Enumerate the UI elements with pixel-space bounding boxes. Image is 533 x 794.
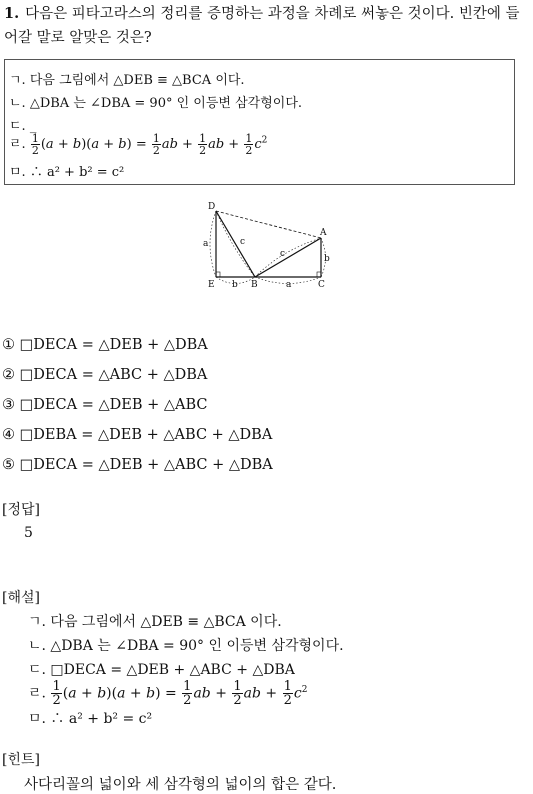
- label-side-c-left: c: [240, 237, 246, 247]
- explanation-label: [해설]: [2, 590, 40, 606]
- label-d: D: [208, 202, 216, 212]
- explanation-step-1: ㄱ. 다음 그림에서 △DEB ≡ △BCA 이다.: [28, 614, 282, 630]
- question-number: 1.: [4, 5, 20, 22]
- choice-3[interactable]: ③ □DECA = △DEB + △ABC: [2, 397, 208, 413]
- fraction-half: $\frac{1}{2}$: [152, 132, 160, 157]
- label-b: B: [251, 280, 258, 290]
- box-step-3: ㄷ. _: [9, 119, 37, 134]
- label-c: C: [318, 280, 325, 290]
- answer-label: [정답]: [2, 502, 40, 518]
- box-step-1: ㄱ. 다음 그림에서 △DEB ≡ △BCA 이다.: [9, 73, 245, 88]
- label-side-b-right: b: [324, 254, 330, 264]
- hint-label: [힌트]: [2, 752, 40, 768]
- answer-value: 5: [24, 525, 33, 541]
- box-step-4: ㄹ. $\frac{1}{2}$ (a + b)(a + b) = $\frac{1}{2}$ ab + $\frac{1}{2}$ ab + $\frac{1}{2}$ $c^2$: [9, 132, 268, 157]
- hint-text: 사다리꼴의 넓이와 세 삼각형의 넓이의 합은 같다.: [24, 777, 337, 793]
- explanation-step-2: ㄴ. △DBA 는 ∠DBA = 90° 인 이등변 삼각형이다.: [28, 638, 344, 654]
- edge-db: [216, 211, 255, 277]
- explanation-step-5: ㅁ. ∴ a² + b² = c²: [28, 711, 153, 727]
- pythagoras-figure: [200, 198, 340, 294]
- question-text: 다음은 피타고라스의 정리를 증명하는 과정을 차례로 써놓은 것이다. 빈칸에 들어갈 말로 알맞은 것은?: [4, 6, 520, 46]
- choice-5[interactable]: ⑤ □DECA = △DEB + △ABC + △DBA: [2, 457, 273, 473]
- fraction-half: $\frac{1}{2}$: [283, 679, 292, 708]
- label-e: E: [208, 280, 215, 290]
- fraction-half: $\frac{1}{2}$: [233, 679, 242, 708]
- fraction-half: $\frac{1}{2}$: [183, 679, 192, 708]
- label-side-a-left: a: [203, 239, 209, 249]
- fraction-half: $\frac{1}{2}$: [199, 132, 207, 157]
- right-angle-e: [216, 272, 220, 277]
- brace-a-left: [210, 211, 216, 277]
- fraction-half: $\frac{1}{2}$: [245, 132, 253, 157]
- edge-ba: [255, 238, 321, 277]
- choice-4[interactable]: ④ □DEBA = △DEB + △ABC + △DBA: [2, 427, 273, 443]
- box-step-2: ㄴ. △DBA 는 ∠DBA = 90° 인 이등변 삼각형이다.: [9, 96, 303, 111]
- right-angle-c: [317, 272, 321, 277]
- explanation-step-4-prefix: ㄹ.: [28, 685, 46, 702]
- edge-da: [216, 211, 321, 238]
- label-a: A: [320, 228, 327, 238]
- box-step-4-prefix: ㄹ.: [9, 137, 26, 152]
- choice-2[interactable]: ② □DECA = △ABC + △DBA: [2, 367, 208, 383]
- proof-box: [4, 59, 515, 185]
- choice-1[interactable]: ① □DECA = △DEB + △DBA: [2, 337, 208, 353]
- explanation-step-4: ㄹ. $\frac{1}{2}$ (a + b)(a + b) = $\frac{1}{2}$ ab + $\frac{1}{2}$ ab + $\frac{1}{2}$ $c^2$: [28, 679, 308, 708]
- label-side-b-bottom: b: [232, 280, 238, 290]
- question: [4, 2, 530, 50]
- fraction-half: $\frac{1}{2}$: [31, 132, 39, 157]
- label-side-c-right: c: [280, 249, 286, 259]
- fraction-half: $\frac{1}{2}$: [52, 679, 61, 708]
- label-side-a-bottom: a: [286, 280, 292, 290]
- box-step-5: ㅁ. ∴ a² + b² = c²: [9, 165, 125, 180]
- explanation-step-3: ㄷ. □DECA = △DEB + △ABC + △DBA: [28, 662, 295, 678]
